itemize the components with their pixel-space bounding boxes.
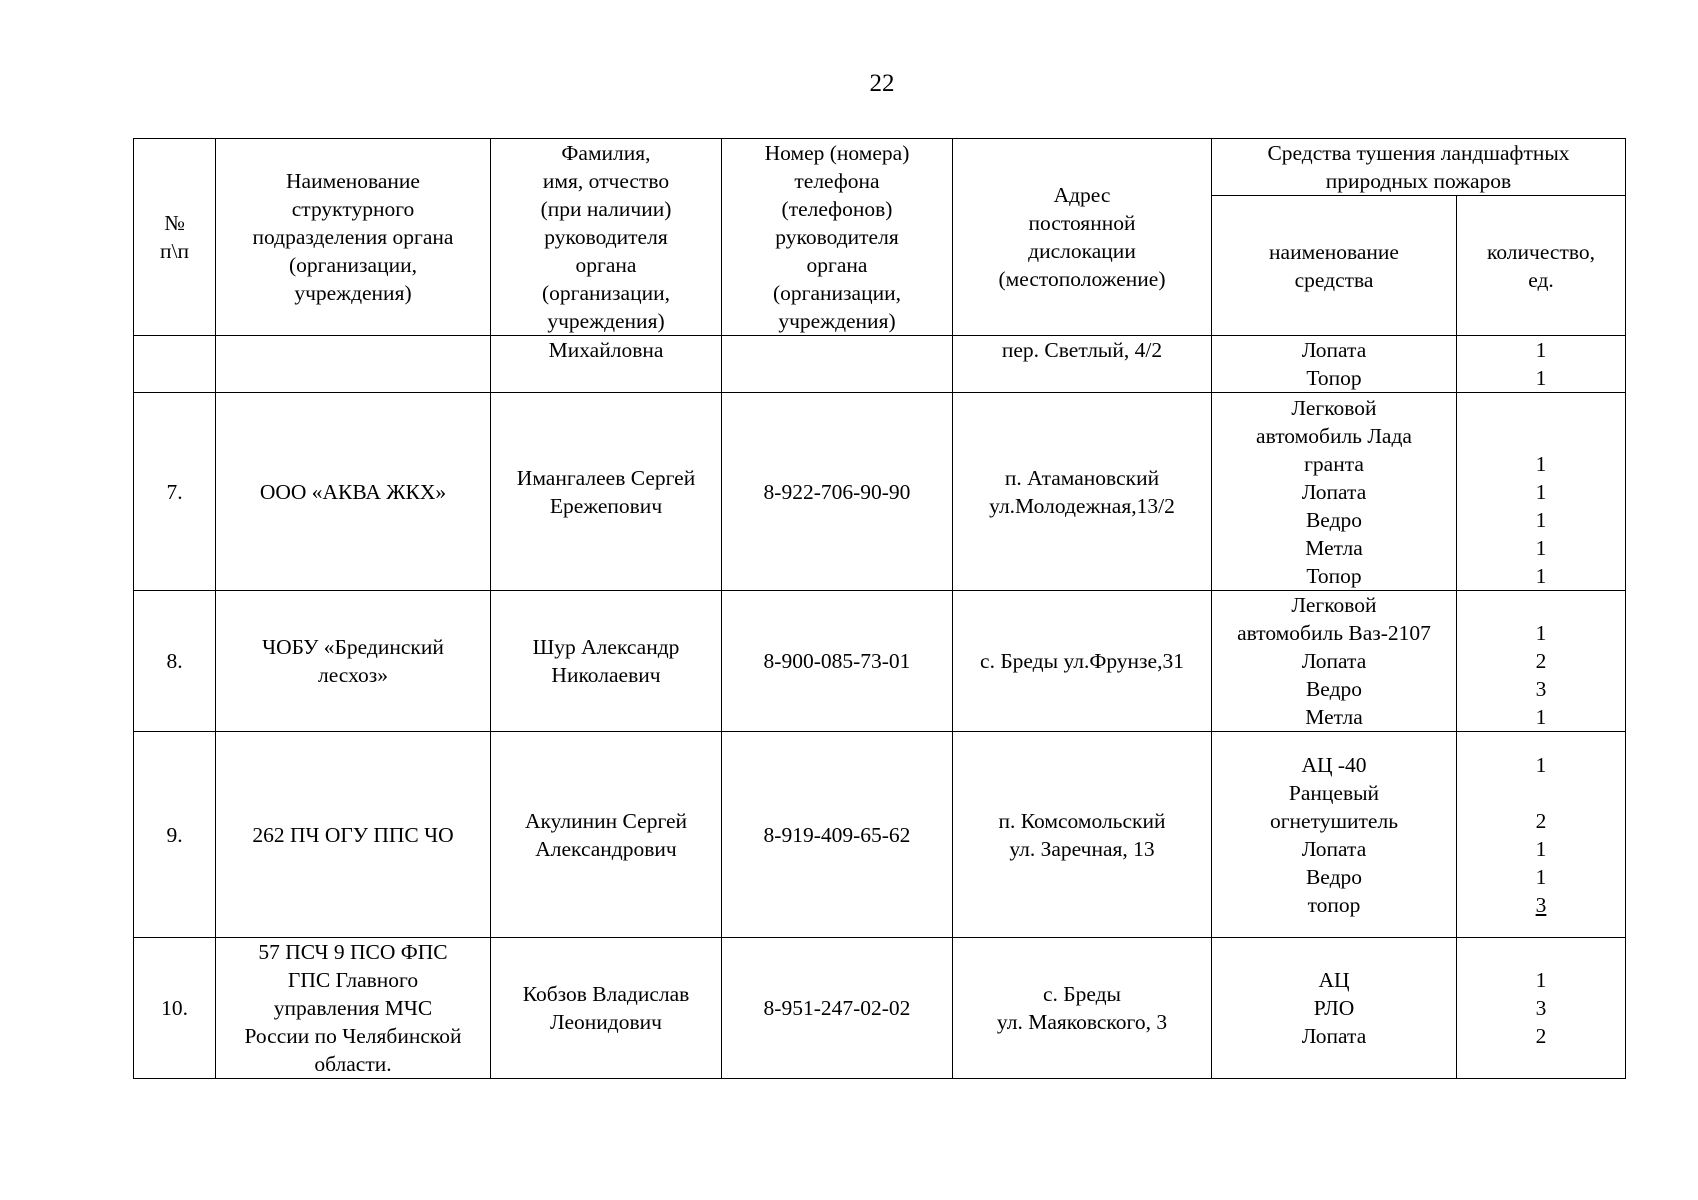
cell-line: автомобиль Ваз-2107 xyxy=(1237,621,1431,645)
cell-means xyxy=(1212,336,1457,393)
header-address xyxy=(953,139,1212,336)
cell-line: п\п xyxy=(160,239,189,263)
cell-line: Наименование xyxy=(286,169,420,193)
cell-line: Лопата xyxy=(1301,836,1367,861)
table-row xyxy=(134,732,1626,938)
cell-line: АЦ -40 xyxy=(1301,752,1367,777)
cell-line: ЧОБУ «Брединский xyxy=(262,635,444,659)
table-row xyxy=(134,591,1626,732)
cell-line: органа xyxy=(575,253,637,277)
cell-head-name xyxy=(491,336,722,393)
page-number: 22 xyxy=(869,70,895,97)
cell-line xyxy=(1463,422,1619,450)
cell-line: ООО «АКВА ЖКХ» xyxy=(259,479,447,504)
cell-line: Николаевич xyxy=(551,663,661,687)
cell-line: (организации, xyxy=(289,253,417,277)
cell-line: п. Комсомольский xyxy=(998,808,1166,833)
cell-line: 1 xyxy=(1535,535,1547,560)
cell-line: России по Челябинской xyxy=(244,1024,462,1048)
cell-head-name xyxy=(491,732,722,938)
cell-num xyxy=(134,336,216,393)
cell-line: учреждения) xyxy=(294,281,412,305)
cell-line: 3 xyxy=(1535,996,1547,1020)
cell-line: Имангалеев Сергей xyxy=(516,465,696,490)
cell-address xyxy=(953,591,1212,732)
cell-line: (местоположение) xyxy=(998,267,1166,291)
cell-subdivision xyxy=(216,336,491,393)
cell-line: п. Атамановский xyxy=(1004,465,1160,490)
cell-line: учреждения) xyxy=(547,309,665,333)
cell-line: Лопата xyxy=(1301,1024,1367,1048)
cell-line: подразделения органа xyxy=(252,225,454,249)
cell-line: (телефонов) xyxy=(781,197,893,221)
header-subdivision xyxy=(216,139,491,336)
cell-line: Ведро xyxy=(1305,677,1363,701)
cell-qty xyxy=(1457,732,1626,938)
cell-line: телефона xyxy=(794,169,880,193)
cell-line: (организации, xyxy=(542,281,670,305)
cell-line: Лопата xyxy=(1301,479,1367,504)
cell-phone: 8-922-706-90-90 xyxy=(722,393,953,591)
cell-line: (организации, xyxy=(773,281,901,305)
cell-phone xyxy=(722,336,953,393)
cell-means xyxy=(1212,393,1457,591)
header-head-name xyxy=(491,139,722,336)
cell-line: с. Бреды ул.Фрунзе,31 xyxy=(980,649,1184,673)
cell-line: Лопата xyxy=(1301,649,1367,673)
cell-line: 1 xyxy=(1535,338,1547,362)
cell-line: (при наличии) xyxy=(540,197,672,221)
cell-line: Легковой xyxy=(1291,395,1377,420)
cell-line: АЦ xyxy=(1318,968,1350,992)
cell-line: Лопата xyxy=(1301,338,1367,362)
cell-line: пер. Светлый, 4/2 xyxy=(1001,338,1163,362)
cell-line: 2 xyxy=(1535,649,1547,673)
cell-line: топор xyxy=(1307,892,1361,917)
cell-line: Кобзов Владислав xyxy=(522,982,690,1006)
cell-subdivision xyxy=(216,591,491,732)
cell-line: Легковой xyxy=(1291,593,1377,617)
cell-address xyxy=(953,938,1212,1079)
cell-line: Метла xyxy=(1305,705,1363,729)
cell-line: средства xyxy=(1294,267,1374,292)
cell-qty xyxy=(1457,393,1626,591)
cell-line: количество, xyxy=(1486,239,1595,264)
cell-subdivision xyxy=(216,393,491,591)
header-means-qty xyxy=(1457,196,1626,336)
cell-head-name xyxy=(491,393,722,591)
cell-line: Адрес xyxy=(1053,183,1111,207)
cell-line: 1 xyxy=(1535,705,1547,729)
cell-line xyxy=(1463,779,1619,807)
cell-means xyxy=(1212,938,1457,1079)
cell-line: 2 xyxy=(1535,808,1547,833)
header-phone xyxy=(722,139,953,336)
cell-line: Михайловна xyxy=(548,338,664,362)
cell-qty xyxy=(1457,591,1626,732)
table-row xyxy=(134,393,1626,591)
cell-line: руководителя xyxy=(544,225,668,249)
cell-subdivision xyxy=(216,938,491,1079)
cell-line: 1 xyxy=(1535,366,1547,390)
cell-phone: 8-900-085-73-01 xyxy=(722,591,953,732)
cell-line: ГПС Главного xyxy=(287,968,419,992)
cell-line: Топор xyxy=(1306,563,1362,588)
cell-line: 1 xyxy=(1535,621,1547,645)
table-row xyxy=(134,938,1626,1079)
cell-line: огнетушитель xyxy=(1269,808,1398,833)
cell-subdivision xyxy=(216,732,491,938)
cell-num: 7. xyxy=(134,393,216,591)
cell-line: имя, отчество xyxy=(542,169,670,193)
cell-line: дислокации xyxy=(1028,239,1136,263)
cell-line: ул. Маяковского, 3 xyxy=(996,1010,1168,1034)
cell-line: структурного xyxy=(291,197,415,221)
cell-num: 10. xyxy=(134,938,216,1079)
cell-line: Леонидович xyxy=(550,1010,662,1034)
cell-line xyxy=(1463,591,1619,619)
cell-line: органа xyxy=(806,253,868,277)
cell-line: с. Бреды xyxy=(1042,982,1122,1006)
header-num xyxy=(134,139,216,336)
cell-phone: 8-919-409-65-62 xyxy=(722,732,953,938)
cell-num: 9. xyxy=(134,732,216,938)
cell-head-name xyxy=(491,591,722,732)
cell-line: руководителя xyxy=(775,225,899,249)
cell-line: 1 xyxy=(1535,752,1547,777)
cell-line: управления МЧС xyxy=(273,996,433,1020)
cell-line: Ережепович xyxy=(549,493,663,518)
cell-line: лесхоз» xyxy=(318,663,388,687)
cell-line: № xyxy=(164,211,185,235)
cell-line: 1 xyxy=(1535,864,1547,889)
cell-head-name xyxy=(491,938,722,1079)
cell-line: 1 xyxy=(1535,836,1547,861)
cell-line: Ведро xyxy=(1305,864,1363,889)
cell-line: природных пожаров xyxy=(1325,169,1512,193)
cell-line: наименование xyxy=(1269,239,1399,264)
cell-address xyxy=(953,336,1212,393)
cell-line: гранта xyxy=(1304,451,1364,476)
cell-line: учреждения) xyxy=(778,309,896,333)
header-means-name xyxy=(1212,196,1457,336)
cell-address xyxy=(953,393,1212,591)
cell-line: Топор xyxy=(1306,366,1362,390)
cell-line: 1 xyxy=(1535,968,1547,992)
cell-means xyxy=(1212,732,1457,938)
cell-line: 3 xyxy=(1535,892,1547,917)
cell-line: Шур Александр xyxy=(532,635,680,659)
cell-line: 2 xyxy=(1535,1024,1547,1048)
cell-address xyxy=(953,732,1212,938)
header-row-1 xyxy=(134,139,1626,196)
cell-line: 262 ПЧ ОГУ ППС ЧО xyxy=(252,822,454,847)
cell-line: автомобиль Лада xyxy=(1256,423,1412,448)
cell-line: 1 xyxy=(1535,451,1547,476)
cell-line: 1 xyxy=(1535,479,1547,504)
cell-qty xyxy=(1457,938,1626,1079)
header-means-group xyxy=(1212,139,1626,196)
cell-line: области. xyxy=(314,1052,392,1076)
cell-line: Средства тушения ландшафтных xyxy=(1267,141,1570,165)
fire-means-table xyxy=(133,138,1626,1079)
cell-line: Метла xyxy=(1305,535,1363,560)
cell-line: РЛО xyxy=(1313,996,1355,1020)
cell-line: 3 xyxy=(1535,677,1547,701)
cell-line: ул.Молодежная,13/2 xyxy=(989,493,1175,518)
cell-line: ед. xyxy=(1528,267,1554,292)
cell-line: Номер (номера) xyxy=(764,141,910,165)
table-row xyxy=(134,336,1626,393)
cell-line: Фамилия, xyxy=(561,141,651,165)
cell-line: Александрович xyxy=(535,836,677,861)
cell-line: ул. Заречная, 13 xyxy=(1009,836,1155,861)
cell-line: 1 xyxy=(1535,507,1547,532)
cell-line xyxy=(1463,394,1619,422)
cell-line: 1 xyxy=(1535,563,1547,588)
cell-num: 8. xyxy=(134,591,216,732)
cell-qty xyxy=(1457,336,1626,393)
cell-line: Акулинин Сергей xyxy=(524,808,688,833)
cell-line: Ранцевый xyxy=(1288,780,1380,805)
cell-line: Ведро xyxy=(1305,507,1363,532)
cell-means xyxy=(1212,591,1457,732)
cell-phone: 8-951-247-02-02 xyxy=(722,938,953,1079)
cell-line: 57 ПСЧ 9 ПСО ФПС xyxy=(258,940,448,964)
cell-line: постоянной xyxy=(1028,211,1136,235)
